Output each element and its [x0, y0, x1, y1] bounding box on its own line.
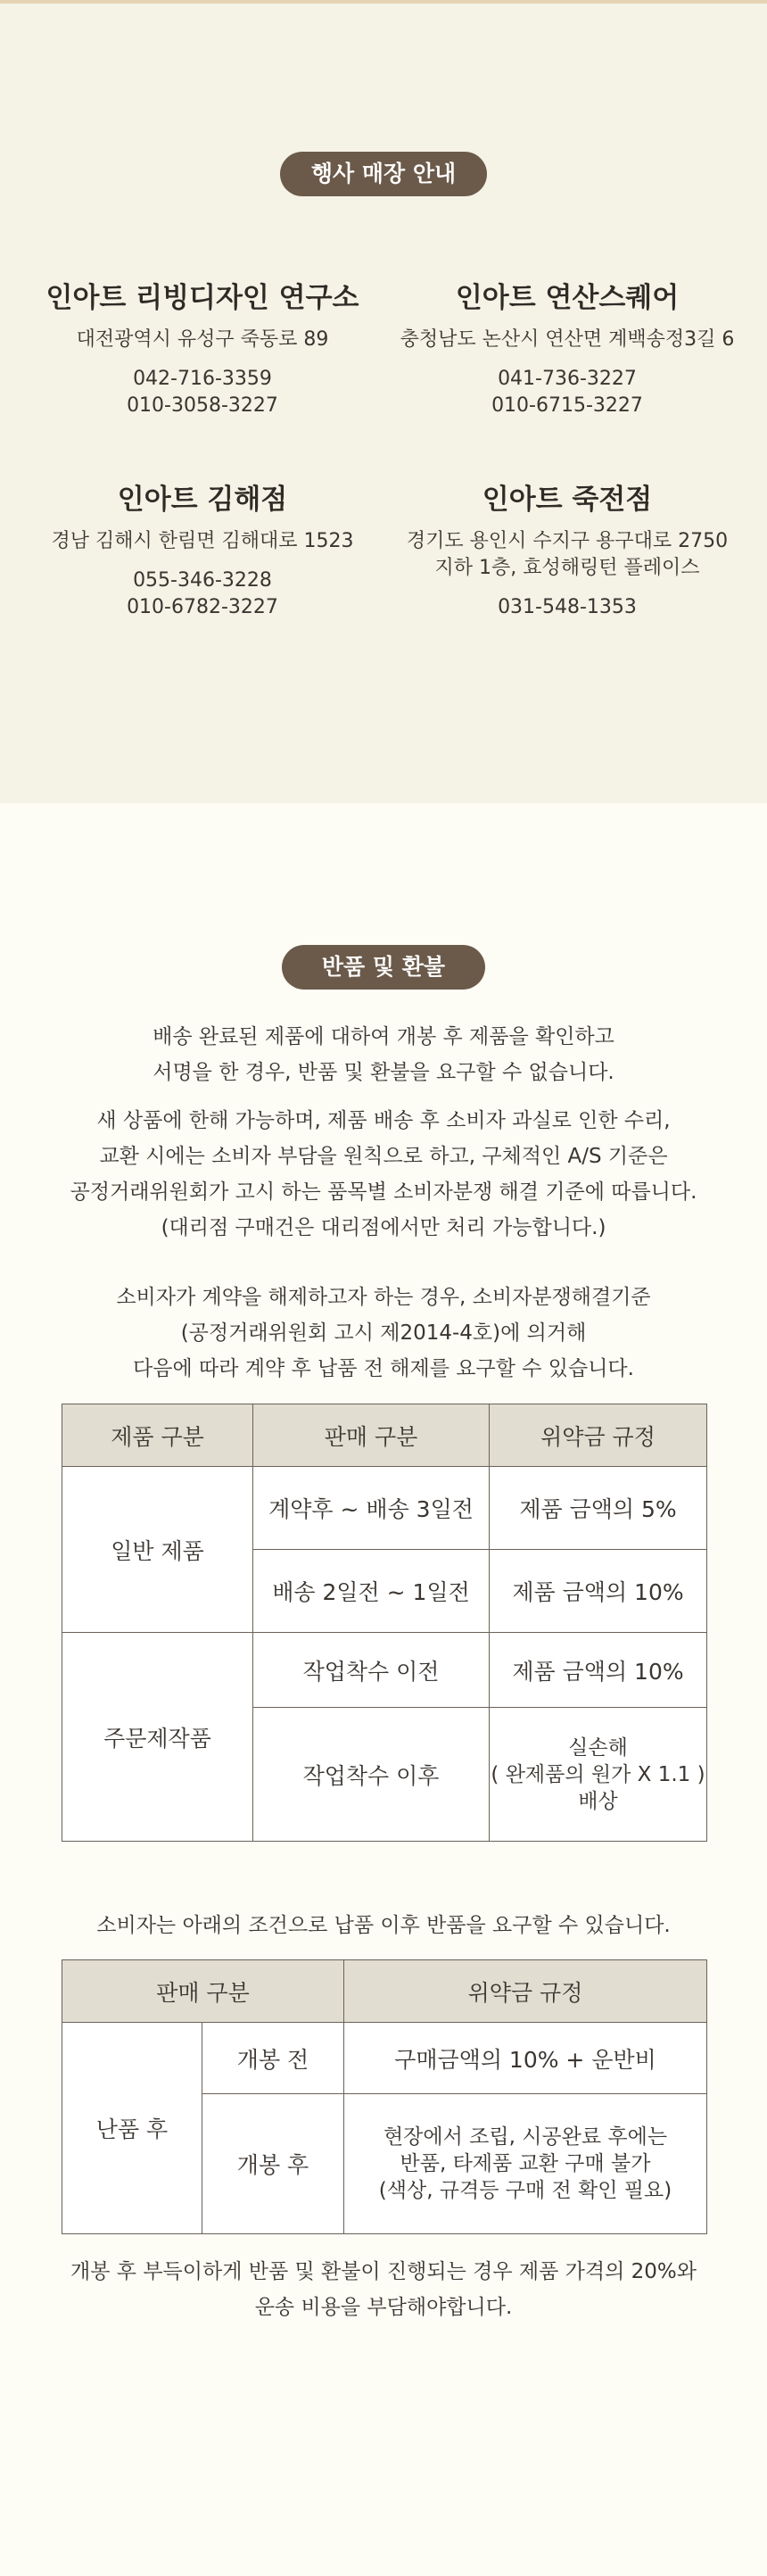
store-address: 경기도 용인시 수지구 용구대로 2750: [406, 530, 729, 552]
text-line: 새 상품에 한해 가능하며, 제품 배송 후 소비자 과실로 인한 수리,: [96, 1109, 671, 1132]
text-line: ( 완제품의 원가 X 1.1 ): [491, 1762, 705, 1786]
category-cell: 난품 후: [62, 2023, 202, 2234]
store-phone: 010-6782-3227: [127, 596, 278, 618]
store-phone: 010-6715-3227: [491, 394, 643, 417]
sale-cell: 작업착수 이전: [253, 1633, 490, 1708]
refund-paragraph-3: [0, 1280, 767, 1387]
cancellation-penalty-table: [62, 1404, 707, 1842]
penalty-cell: 제품 금액의 5%: [490, 1467, 707, 1550]
penalty-cell: 구매금액의 10% + 운반비: [344, 2023, 707, 2094]
text-line: 교환 시에는 소비자 부담을 원칙으로 하고, 구체적인 A/S 기준은: [99, 1145, 668, 1168]
store-phone: 031-548-1353: [498, 596, 637, 618]
store-card: [15, 280, 390, 419]
store-card: [380, 280, 755, 419]
table-header: 제품 구분: [62, 1404, 253, 1467]
text-line: 반품, 타제품 교환 구매 불가: [400, 2152, 651, 2175]
penalty-cell: 제품 금액의 10%: [490, 1550, 707, 1633]
store-phone: 055-346-3228: [133, 569, 272, 592]
sale-cell: 배송 2일전 ~ 1일전: [253, 1550, 490, 1633]
store-address: 충청남도 논산시 연산면 계백송정3길 6: [400, 328, 735, 351]
store-address: 경남 김해시 한림면 김해대로 1523: [51, 530, 354, 552]
refund-paragraph-1: [0, 1019, 767, 1090]
store-name: 인아트 죽전점: [482, 484, 653, 516]
table-header: 위약금 규정: [490, 1404, 707, 1467]
text-line: (대리점 구매건은 대리점에서만 처리 가능합니다.): [161, 1216, 606, 1239]
text-line: 개봉 후 부득이하게 반품 및 환불이 진행되는 경우 제품 가격의 20%와: [70, 2260, 697, 2283]
text-line: (공정거래위원회 고시 제2014-4호)에 의거해: [180, 1321, 587, 1345]
text-line: 서명을 한 경우, 반품 및 환불을 요구할 수 없습니다.: [153, 1061, 614, 1084]
text-line: 운송 비용을 부담해야합니다.: [254, 2296, 513, 2319]
sale-cell: 계약후 ~ 배송 3일전: [253, 1467, 490, 1550]
penalty-cell: [490, 1708, 707, 1842]
store-phone: 042-716-3359: [133, 368, 272, 390]
refund-final-note: [0, 2254, 767, 2325]
category-cell: 주문제작품: [62, 1633, 253, 1842]
refund-section-title: 반품 및 환불: [282, 945, 485, 990]
sale-cell: 개봉 후: [202, 2094, 344, 2234]
table-row: [62, 2023, 707, 2094]
return-conditions-note: 소비자는 아래의 조건으로 납품 이후 반품을 요구할 수 있습니다.: [96, 1914, 671, 1937]
refund-paragraph-2: [0, 1103, 767, 1246]
store-phone: 041-736-3227: [498, 368, 637, 390]
text-line: 배송 완료된 제품에 대하여 개봉 후 제품을 확인하고: [153, 1025, 614, 1048]
text-line: 소비자가 계약을 해제하고자 하는 경우, 소비자분쟁해결기준: [116, 1286, 651, 1309]
stores-section: [0, 4, 767, 803]
sale-cell: 작업착수 이후: [253, 1708, 490, 1842]
text-line: 다음에 따라 계약 후 납품 전 해제를 요구할 수 있습니다.: [133, 1357, 634, 1380]
table-row: [62, 1633, 707, 1708]
stores-section-title: 행사 매장 안내: [280, 152, 487, 196]
text-line: 현장에서 조립, 시공완료 후에는: [383, 2125, 668, 2149]
penalty-cell: 제품 금액의 10%: [490, 1633, 707, 1708]
text-line: 배상: [578, 1789, 618, 1813]
table-header: 위약금 규정: [344, 1960, 707, 2023]
table-header: 판매 구분: [62, 1960, 344, 2023]
store-address: 지하 1층, 효성해링턴 플레이스: [434, 557, 700, 579]
store-name: 인아트 김해점: [117, 484, 288, 516]
store-name: 인아트 리빙디자인 연구소: [45, 282, 359, 314]
store-card: [15, 482, 390, 621]
store-address: 대전광역시 유성구 죽동로 89: [76, 328, 329, 351]
store-phone: 010-3058-3227: [127, 394, 278, 417]
store-name: 인아트 연산스퀘어: [455, 282, 680, 314]
text-line: 공정거래위원회가 고시 하는 품목별 소비자분쟁 해결 기준에 따릅니다.: [70, 1180, 697, 1204]
penalty-cell: [344, 2094, 707, 2234]
table-header: 판매 구분: [253, 1404, 490, 1467]
return-penalty-table: [62, 1959, 707, 2234]
category-cell: 일반 제품: [62, 1467, 253, 1633]
text-line: 실손해: [568, 1735, 628, 1760]
text-line: (색상, 규격등 구매 전 확인 필요): [378, 2179, 672, 2202]
store-card: [380, 482, 755, 621]
table-row: [62, 1467, 707, 1550]
sale-cell: 개봉 전: [202, 2023, 344, 2094]
